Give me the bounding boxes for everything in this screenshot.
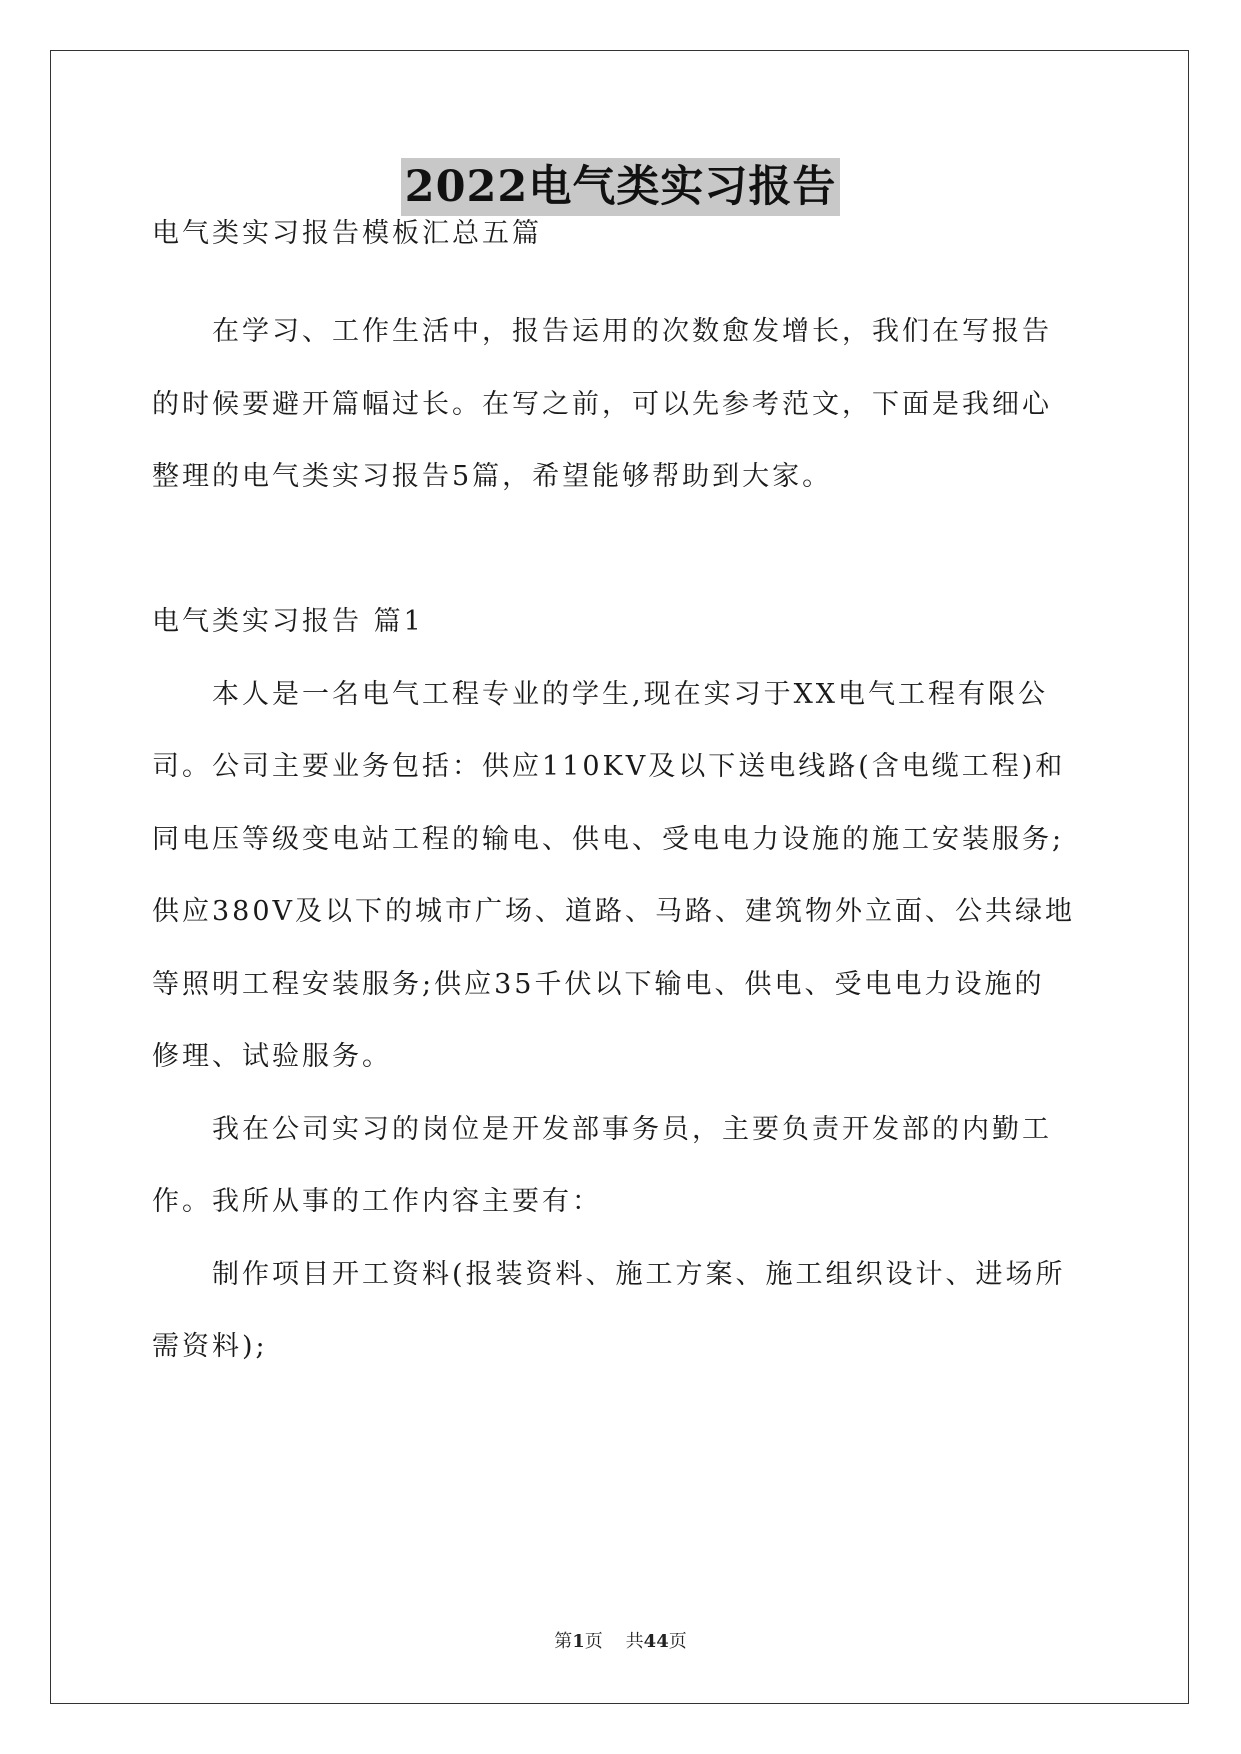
intro-line-2: 的时候要避开篇幅过长。在写之前，可以先参考范文，下面是我细心 <box>152 389 1052 420</box>
paragraph1-line-5: 等照明工程安装服务;供应35千伏以下输电、供电、受电电力设施的 <box>152 969 1045 1000</box>
intro-line-3: 整理的电气类实习报告5篇，希望能够帮助到大家。 <box>152 461 833 492</box>
paragraph2-line-1: 我在公司实习的岗位是开发部事务员，主要负责开发部的内勤工 <box>212 1114 1052 1145</box>
paragraph2-line-2: 作。我所从事的工作内容主要有： <box>152 1186 602 1217</box>
footer-current-page: 1 <box>572 1631 585 1652</box>
title-container <box>0 158 1241 216</box>
document-title: 2022电气类实习报告 <box>401 158 841 216</box>
footer-total-pages: 44 <box>643 1631 669 1652</box>
paragraph1-line-4: 供应380V及以下的城市广场、道路、马路、建筑物外立面、公共绿地 <box>152 896 1076 927</box>
section-heading: 电气类实习报告 篇1 <box>152 606 424 637</box>
page-footer <box>0 1630 1241 1654</box>
document-subtitle: 电气类实习报告模板汇总五篇 <box>152 218 542 249</box>
intro-line-1: 在学习、工作生活中，报告运用的次数愈发增长，我们在写报告 <box>212 316 1052 347</box>
paragraph1-line-6: 修理、试验服务。 <box>152 1041 392 1072</box>
page-border <box>50 50 1189 1704</box>
paragraph1-line-3: 同电压等级变电站工程的输电、供电、受电电力设施的施工安装服务; <box>152 824 1065 855</box>
paragraph3-line-2: 需资料); <box>152 1331 268 1362</box>
paragraph1-line-1: 本人是一名电气工程专业的学生,现在实习于XX电气工程有限公 <box>212 679 1049 710</box>
footer-page-prefix: 第 <box>554 1631 573 1652</box>
paragraph3-line-1: 制作项目开工资料(报装资料、施工方案、施工组织设计、进场所 <box>212 1259 1066 1290</box>
footer-page-mid: 页 共 <box>584 1631 644 1652</box>
footer-page-suffix: 页 <box>668 1631 687 1652</box>
paragraph1-line-2: 司。公司主要业务包括：供应110KV及以下送电线路(含电缆工程)和 <box>152 751 1066 782</box>
